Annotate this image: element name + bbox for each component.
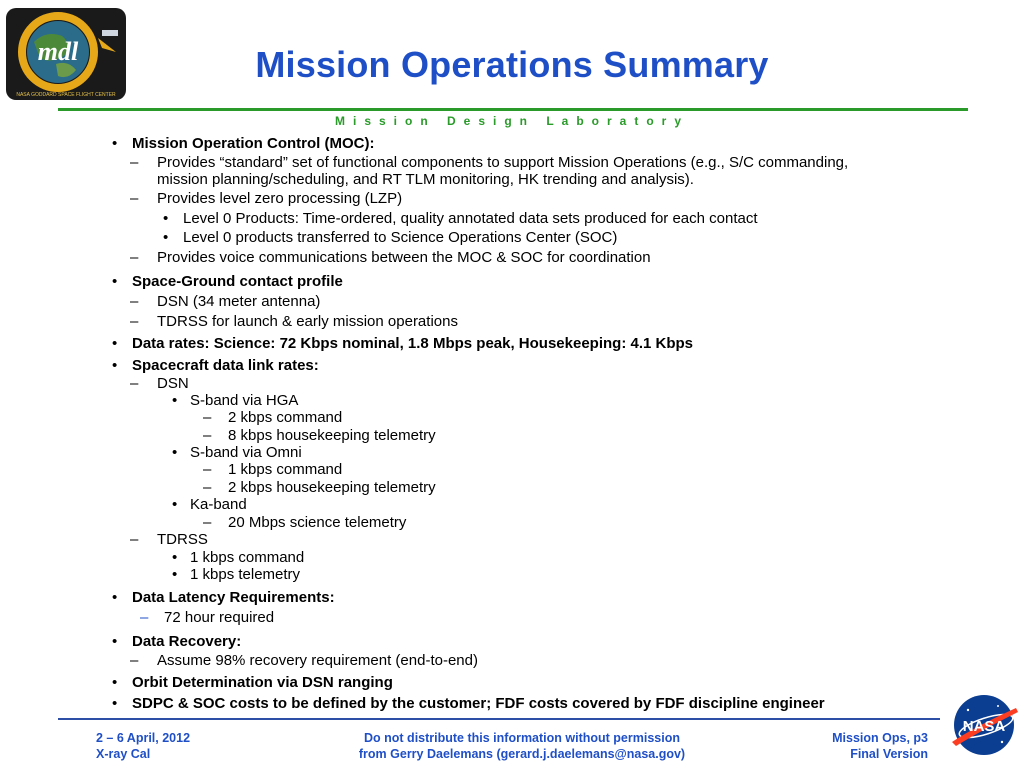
dash-marker: – — [130, 293, 139, 310]
bullet-ka-sci: 20 Mbps science telemetry — [228, 514, 407, 531]
bullet-omni-hk: 2 kbps housekeeping telemetry — [228, 479, 436, 496]
bullet-tdrss: TDRSS — [157, 531, 208, 548]
bullet-marker: • — [112, 633, 118, 650]
footer-study: X-ray Cal — [96, 747, 151, 761]
bullet-marker: • — [172, 549, 178, 566]
bullet-orbit: Orbit Determination via DSN ranging — [132, 674, 393, 691]
bullet-tdrss-cmd: 1 kbps command — [190, 549, 305, 566]
bullet-marker: • — [112, 135, 118, 152]
bullet-marker: • — [112, 357, 118, 374]
nasa-logo — [946, 690, 1022, 760]
bullet-moc-3: Provides voice communications between the MOC & SOC for coordination — [157, 249, 651, 266]
footer-notice-2: from Gerry Daelemans (gerard.j.daelemans@nasa.gov) — [358, 747, 686, 761]
footer-date: 2 – 6 April, 2012 — [96, 731, 191, 745]
lab-subtitle: Mission Design Laboratory — [334, 114, 690, 128]
bullet-ka-band: Ka-band — [190, 496, 247, 513]
logo-bottom-text: NASA GODDARD SPACE FLIGHT CENTER — [16, 92, 116, 98]
dash-marker: – — [130, 313, 139, 330]
bullet-data-rates: Data rates: Science: 72 Kbps nominal, 1.8 Mbps peak, Housekeeping: 4.1 Kbps — [132, 335, 694, 352]
dash-marker: – — [130, 154, 139, 171]
bullet-costs: SDPC & SOC costs to be defined by the customer; FDF costs covered by FDF discipline engineer — [132, 695, 825, 712]
dash-marker: – — [203, 427, 212, 444]
page-title: Mission Operations Summary — [255, 44, 769, 85]
bullet-marker: • — [172, 392, 178, 409]
bullet-marker: • — [112, 695, 118, 712]
bullet-marker: • — [172, 496, 178, 513]
bullet-omni-cmd: 1 kbps command — [228, 461, 343, 478]
bullet-recovery: Data Recovery: — [132, 633, 242, 650]
bullet-sg-2: TDRSS for launch & early mission operations — [157, 313, 458, 330]
dash-marker: – — [203, 479, 212, 496]
bullet-recovery-1: Assume 98% recovery requirement (end-to-end) — [157, 652, 478, 669]
footer-page: Mission Ops, p3 — [832, 731, 928, 745]
bullet-marker: • — [172, 566, 178, 583]
footer-divider — [58, 718, 940, 720]
bullet-marker: • — [112, 674, 118, 691]
nasa-logo-text: NASA — [962, 718, 1006, 735]
bullet-link-rates: Spacecraft data link rates: — [132, 357, 319, 374]
bullet-marker: • — [112, 335, 118, 352]
dash-marker: – — [203, 409, 212, 426]
bullet-moc: Mission Operation Control (MOC): — [132, 135, 375, 152]
bullet-marker: • — [163, 229, 169, 246]
bullet-space-ground: Space-Ground contact profile — [132, 273, 343, 290]
bullet-sband-omni: S-band via Omni — [190, 444, 302, 461]
bullet-moc-2-1: Level 0 Products: Time-ordered, quality annotated data sets produced for each contact — [183, 210, 758, 227]
logo-mdl-text: mdl — [37, 37, 79, 66]
dash-marker: – — [140, 609, 149, 626]
bullet-marker: • — [112, 273, 118, 290]
bullet-sg-1: DSN (34 meter antenna) — [157, 293, 321, 310]
dash-marker: – — [130, 375, 139, 392]
bullet-hga-hk: 8 kbps housekeeping telemetry — [228, 427, 436, 444]
footer-version: Final Version — [850, 747, 928, 761]
dash-marker: – — [130, 190, 139, 207]
bullet-marker: • — [172, 444, 178, 461]
bullet-moc-1a: Provides “standard” set of functional components to support Mission Operations (e.g., S/C commanding, — [157, 154, 849, 171]
bullet-latency: Data Latency Requirements: — [132, 589, 335, 606]
bullet-marker: • — [163, 210, 169, 227]
bullet-hga-cmd: 2 kbps command — [228, 409, 343, 426]
bullet-tdrss-tlm: 1 kbps telemetry — [190, 566, 301, 583]
dash-marker: – — [203, 461, 212, 478]
bullet-latency-1: 72 hour required — [164, 609, 275, 626]
bullet-marker: • — [112, 589, 118, 606]
footer-notice-1: Do not distribute this information without permission — [364, 731, 680, 745]
bullet-dsn: DSN — [157, 375, 189, 392]
dash-marker: – — [130, 531, 139, 548]
bullet-sband-hga: S-band via HGA — [190, 392, 299, 409]
bullet-moc-2: Provides level zero processing (LZP) — [157, 190, 403, 207]
bullet-moc-2-2: Level 0 products transferred to Science Operations Center (SOC) — [183, 229, 618, 246]
dash-marker: – — [130, 652, 139, 669]
bullet-moc-1b: mission planning/scheduling, and RT TLM monitoring, HK trending and analysis). — [157, 171, 694, 188]
dash-marker: – — [130, 249, 139, 266]
dash-marker: – — [203, 514, 212, 531]
